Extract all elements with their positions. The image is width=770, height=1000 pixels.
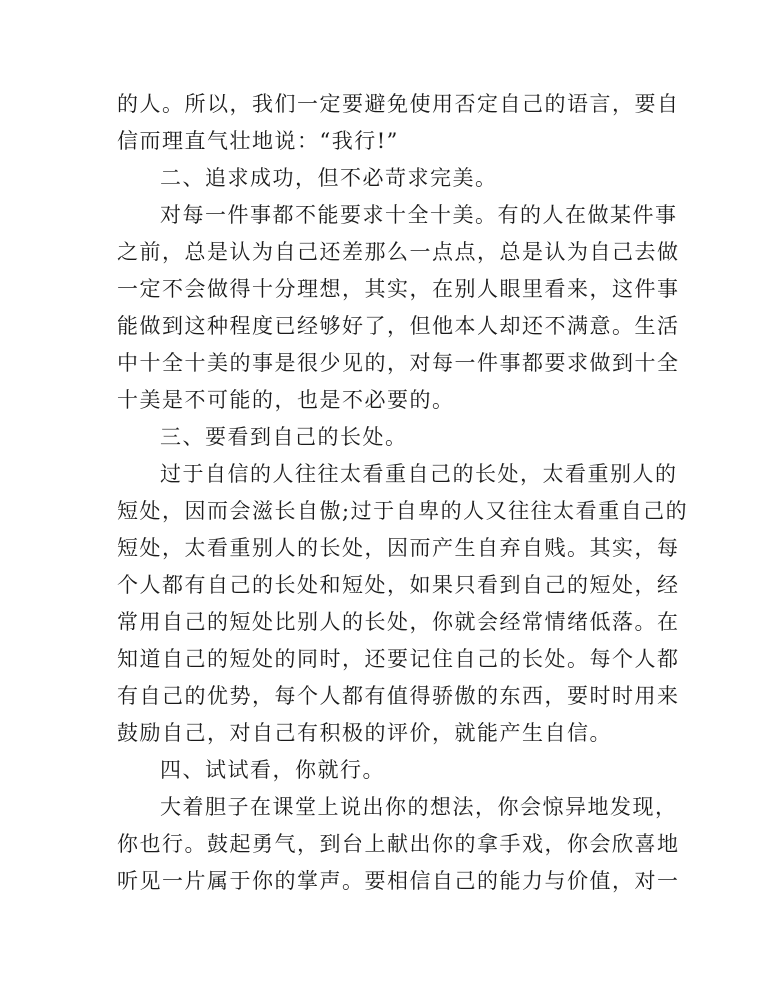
body-text [117, 86, 689, 900]
section-heading: 二、追求成功，但不必苛求完美。 [160, 166, 498, 190]
text-line: 十美是不可能的，也是不必要的。 [117, 388, 455, 412]
text-line: 之前，总是认为自己还差那么一点点，总是认为自己去做 [117, 240, 680, 264]
text-line: 有自己的优势，每个人都有值得骄傲的东西，要时时用来 [117, 684, 680, 708]
text-line: 你也行。鼓起勇气，到台上献出你的拿手戏，你会欣喜地 [117, 832, 680, 856]
text-line: 短处，太看重别人的长处，因而产生自弃自贱。其实，每 [117, 536, 680, 560]
text-line: 听见一片属于你的掌声。要相信自己的能力与价值，对一 [117, 869, 680, 893]
text-line: 个人都有自己的长处和短处，如果只看到自己的短处，经 [117, 573, 680, 597]
paragraph-start: 对每一件事都不能要求十全十美。有的人在做某件事 [160, 203, 678, 227]
text-line: 知道自己的短处的同时，还要记住自己的长处。每个人都 [117, 647, 680, 671]
paragraph-start: 大着胆子在课堂上说出你的想法，你会惊异地发现， [160, 795, 678, 819]
text-line: 一定不会做得十分理想，其实，在别人眼里看来，这件事 [117, 277, 680, 301]
text-line: 的人。所以，我们一定要避免使用否定自己的语言，要自 [117, 92, 680, 116]
text-line: 鼓励自己，对自己有积极的评价，就能产生自信。 [117, 721, 612, 745]
text-line: 中十全十美的事是很少见的，对每一件事都要求做到十全 [117, 351, 680, 375]
text-line: 能做到这种程度已经够好了，但他本人却还不满意。生活 [117, 314, 680, 338]
paragraph-start: 过于自信的人往往太看重自己的长处，太看重别人的 [160, 462, 678, 486]
text-line: 短处，因而会滋长自傲;过于自卑的人又往往太看重自己的 [117, 499, 689, 523]
section-heading: 三、要看到自己的长处。 [160, 425, 408, 449]
text-line: 信而理直气壮地说：“我行!” [117, 129, 399, 153]
text-line: 常用自己的短处比别人的长处，你就会经常情绪低落。在 [117, 610, 680, 634]
section-heading: 四、试试看，你就行。 [160, 758, 385, 782]
